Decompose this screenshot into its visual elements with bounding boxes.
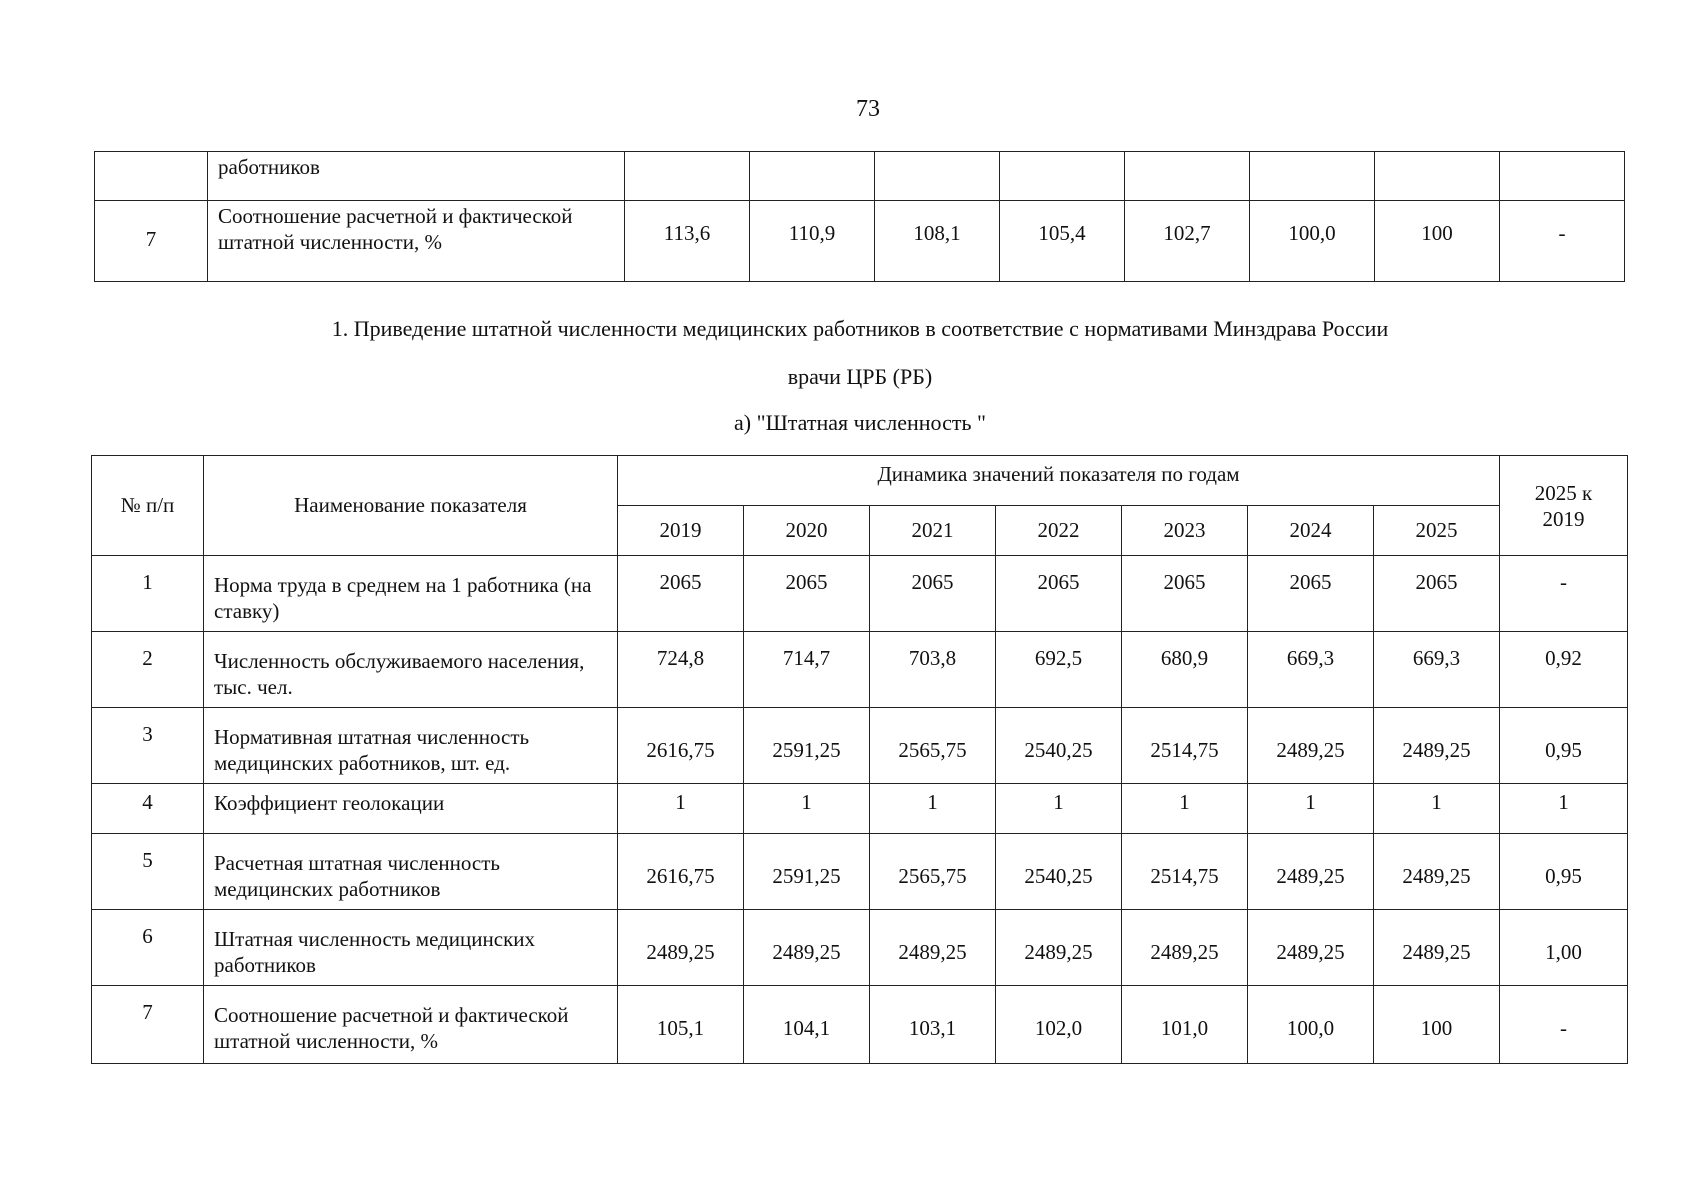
value-cell: 2591,25: [744, 834, 870, 910]
value-cell: 724,8: [618, 632, 744, 708]
value-cell: 2489,25: [744, 910, 870, 986]
value-cell: -: [1500, 201, 1625, 282]
header-year: 2025: [1374, 506, 1500, 556]
value-cell: 2065: [618, 556, 744, 632]
value-cell: 2489,25: [996, 910, 1122, 986]
value-cell: 110,9: [750, 201, 875, 282]
value-cell: 669,3: [1248, 632, 1374, 708]
value-cell: [1500, 152, 1625, 201]
value-cell: 703,8: [870, 632, 996, 708]
indicator-name: Расчетная штатная численность медицинских работников: [204, 834, 618, 910]
value-cell: [1375, 152, 1500, 201]
value-cell: 2489,25: [870, 910, 996, 986]
indicator-name: Нормативная штатная численность медицинских работников, шт. ед.: [204, 708, 618, 784]
value-cell: 2065: [870, 556, 996, 632]
header-year: 2019: [618, 506, 744, 556]
row-number: 6: [92, 910, 204, 986]
indicator-name: Норма труда в среднем на 1 работника (на ставку): [204, 556, 618, 632]
value-cell: 1: [1500, 784, 1628, 834]
table-row: [92, 784, 1628, 834]
table-row: [92, 632, 1628, 708]
table-row: [92, 986, 1628, 1064]
table-row: [92, 708, 1628, 784]
value-cell: 714,7: [744, 632, 870, 708]
value-cell: 100,0: [1248, 986, 1374, 1064]
row-number: [95, 152, 208, 201]
value-cell: 101,0: [1122, 986, 1248, 1064]
value-cell: 1: [1122, 784, 1248, 834]
value-cell: 2489,25: [1374, 708, 1500, 784]
value-cell: 2540,25: [996, 708, 1122, 784]
value-cell: 2065: [1248, 556, 1374, 632]
value-cell: [1125, 152, 1250, 201]
value-cell: 2489,25: [1248, 708, 1374, 784]
value-cell: 2489,25: [1122, 910, 1248, 986]
value-cell: 1: [1248, 784, 1374, 834]
value-cell: 2565,75: [870, 708, 996, 784]
top-table-continuation: [94, 151, 1625, 282]
row-number: 3: [92, 708, 204, 784]
value-cell: 2514,75: [1122, 708, 1248, 784]
indicator-name: Штатная численность медицинских работников: [204, 910, 618, 986]
table-row: [92, 556, 1628, 632]
value-cell: 2540,25: [996, 834, 1122, 910]
header-year: 2024: [1248, 506, 1374, 556]
header-dynamics: Динамика значений показателя по годам: [618, 456, 1500, 506]
indicator-name: Численность обслуживаемого населения, тыс. чел.: [204, 632, 618, 708]
value-cell: 0,92: [1500, 632, 1628, 708]
indicator-name: Коэффициент геолокации: [204, 784, 618, 834]
value-cell: 113,6: [625, 201, 750, 282]
table-row: [95, 201, 1625, 282]
value-cell: 669,3: [1374, 632, 1500, 708]
header-indicator-name: Наименование показателя: [204, 456, 618, 556]
value-cell: 692,5: [996, 632, 1122, 708]
value-cell: [1000, 152, 1125, 201]
row-number: 1: [92, 556, 204, 632]
value-cell: 103,1: [870, 986, 996, 1064]
section-heading: 1. Приведение штатной численности медицинских работников в соответствие с нормативами Минздрава России: [331, 316, 1389, 341]
header-year: 2022: [996, 506, 1122, 556]
header-ratio: 2025 к 2019: [1500, 456, 1628, 556]
value-cell: 108,1: [875, 201, 1000, 282]
indicator-name: работников: [208, 152, 625, 201]
value-cell: -: [1500, 986, 1628, 1064]
value-cell: [625, 152, 750, 201]
value-cell: 2591,25: [744, 708, 870, 784]
value-cell: 100: [1374, 986, 1500, 1064]
value-cell: 2489,25: [1374, 910, 1500, 986]
value-cell: 105,4: [1000, 201, 1125, 282]
header-number: № п/п: [92, 456, 204, 556]
value-cell: 2489,25: [1374, 834, 1500, 910]
value-cell: 1,00: [1500, 910, 1628, 986]
row-number: 7: [95, 201, 208, 282]
value-cell: 2065: [1122, 556, 1248, 632]
value-cell: 2065: [1374, 556, 1500, 632]
value-cell: 2489,25: [1248, 910, 1374, 986]
value-cell: 1: [618, 784, 744, 834]
value-cell: 2065: [996, 556, 1122, 632]
value-cell: [750, 152, 875, 201]
value-cell: 2616,75: [618, 708, 744, 784]
value-cell: 2616,75: [618, 834, 744, 910]
table-row: [95, 152, 1625, 201]
page-number: 73: [856, 96, 880, 122]
header-year: 2021: [870, 506, 996, 556]
value-cell: 0,95: [1500, 708, 1628, 784]
header-year: 2023: [1122, 506, 1248, 556]
row-number: 2: [92, 632, 204, 708]
value-cell: 104,1: [744, 986, 870, 1064]
value-cell: 2514,75: [1122, 834, 1248, 910]
value-cell: 102,7: [1125, 201, 1250, 282]
table-row: [92, 910, 1628, 986]
value-cell: 100,0: [1250, 201, 1375, 282]
value-cell: 2065: [744, 556, 870, 632]
value-cell: [875, 152, 1000, 201]
header-year: 2020: [744, 506, 870, 556]
indicator-name: Соотношение расчетной и фактической штатной численности, %: [204, 986, 618, 1064]
value-cell: 1: [1374, 784, 1500, 834]
value-cell: 0,95: [1500, 834, 1628, 910]
value-cell: 2489,25: [1248, 834, 1374, 910]
value-cell: 2489,25: [618, 910, 744, 986]
value-cell: -: [1500, 556, 1628, 632]
table-caption: а) "Штатная численность ": [734, 410, 986, 435]
value-cell: [1250, 152, 1375, 201]
row-number: 5: [92, 834, 204, 910]
table-header-row: [92, 456, 1628, 506]
indicator-name: Соотношение расчетной и фактической штатной численности, %: [208, 201, 625, 282]
value-cell: 1: [870, 784, 996, 834]
row-number: 7: [92, 986, 204, 1064]
value-cell: 1: [744, 784, 870, 834]
section-subheading: врачи ЦРБ (РБ): [787, 364, 933, 389]
staffing-table: [91, 455, 1628, 1064]
table-row: [92, 834, 1628, 910]
value-cell: 680,9: [1122, 632, 1248, 708]
value-cell: 105,1: [618, 986, 744, 1064]
value-cell: 2565,75: [870, 834, 996, 910]
row-number: 4: [92, 784, 204, 834]
value-cell: 100: [1375, 201, 1500, 282]
value-cell: 102,0: [996, 986, 1122, 1064]
value-cell: 1: [996, 784, 1122, 834]
